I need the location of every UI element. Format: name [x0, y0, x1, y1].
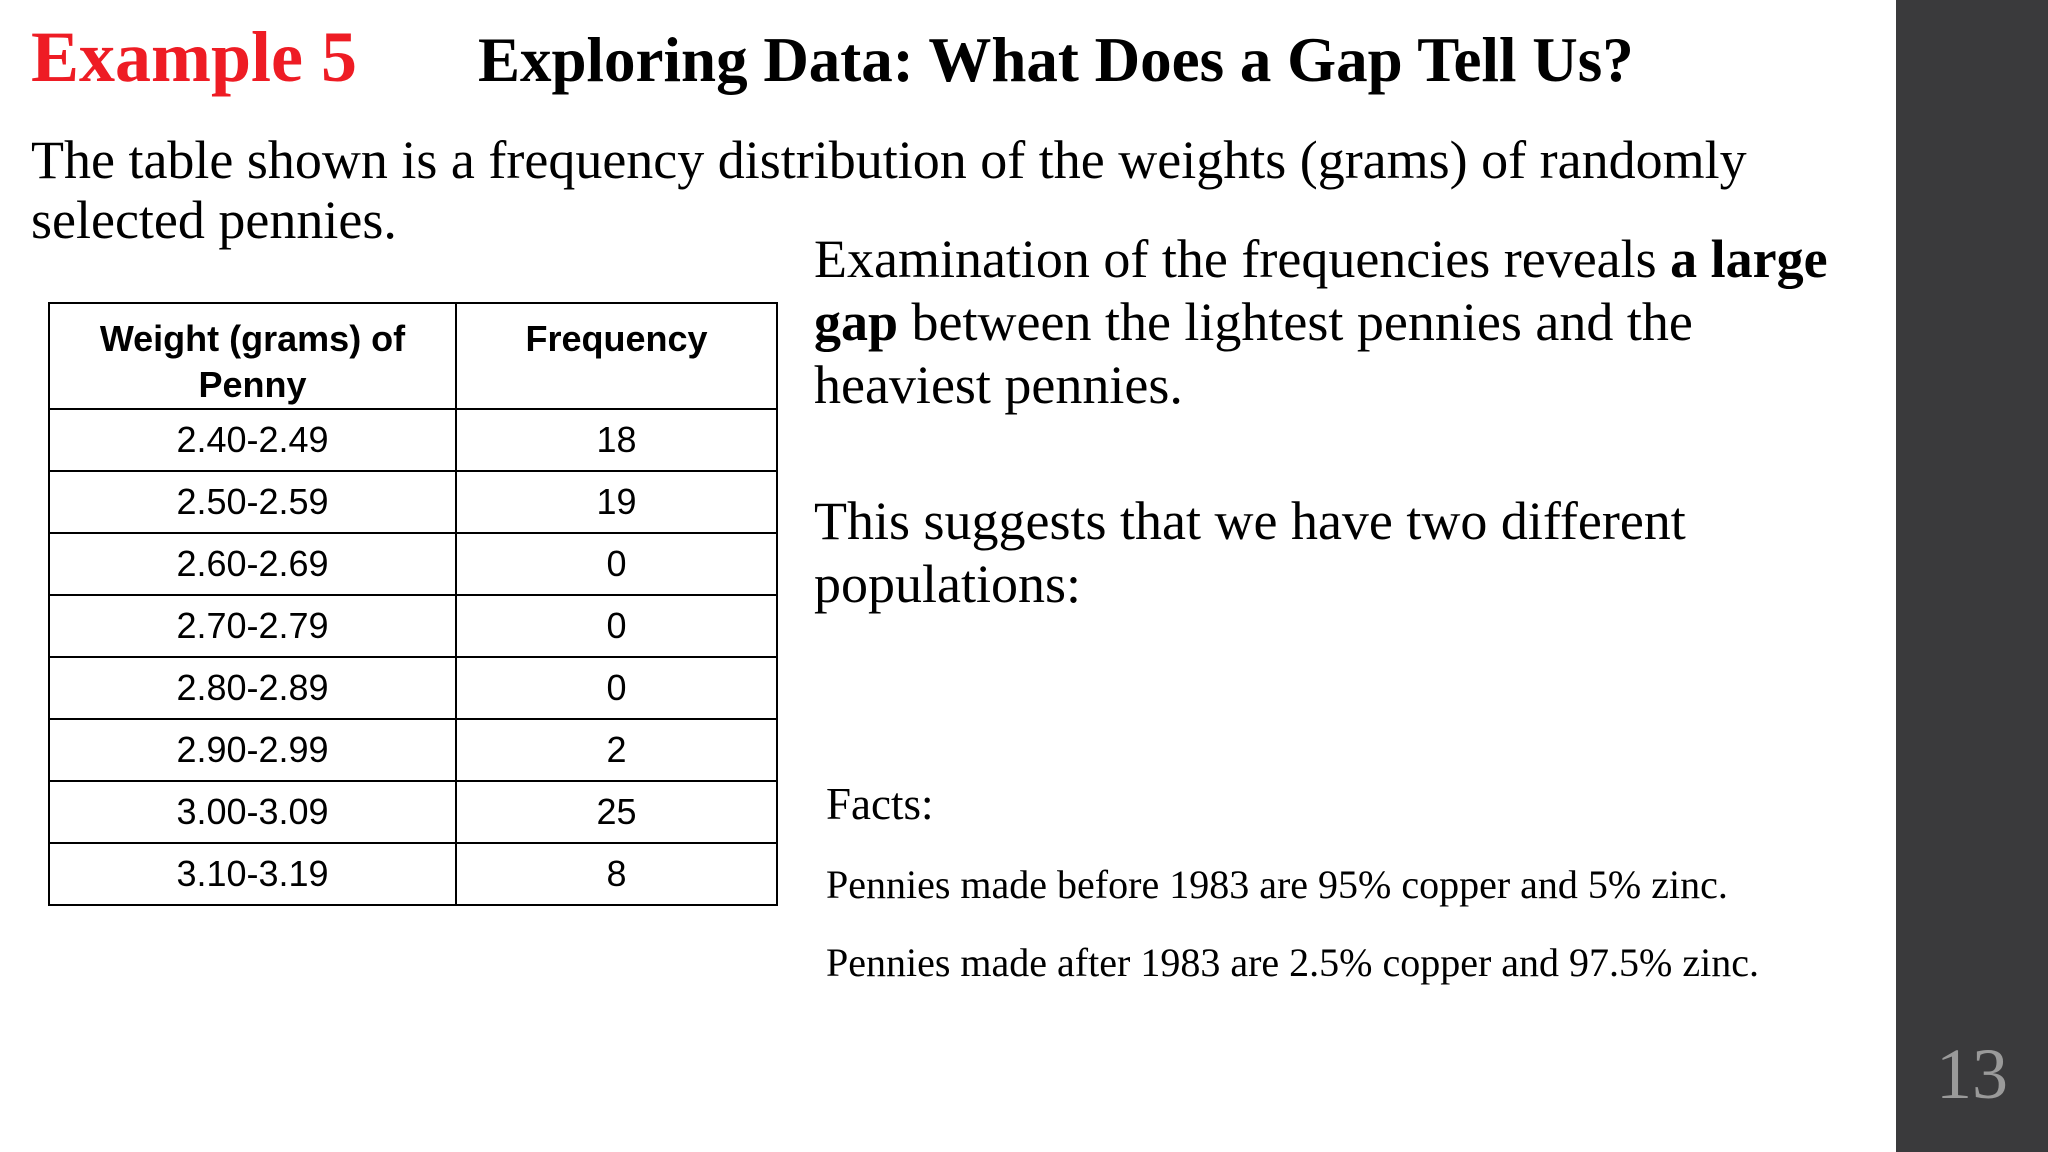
header-frequency: Frequency — [456, 303, 777, 409]
table-row — [49, 843, 777, 905]
frequency-cell: 0 — [456, 533, 777, 595]
examination-text-end: between the lightest pennies and the heaviest pennies. — [814, 292, 1693, 415]
weight-cell: 2.80-2.89 — [49, 657, 456, 719]
table-row — [49, 719, 777, 781]
slide-title: Exploring Data: What Does a Gap Tell Us? — [478, 25, 1634, 95]
weight-cell: 2.40-2.49 — [49, 409, 456, 471]
examination-text-emphasis: a large gap — [814, 229, 1828, 352]
table-row — [49, 409, 777, 471]
weight-cell: 3.00-3.09 — [49, 781, 456, 843]
example-label: Example 5 — [31, 17, 358, 97]
table-row — [49, 533, 777, 595]
weight-cell: 2.90-2.99 — [49, 719, 456, 781]
table-row — [49, 595, 777, 657]
suggests-text: This suggests that we have two different populations: — [814, 491, 1686, 614]
weight-cell: 3.10-3.19 — [49, 843, 456, 905]
frequency-table — [48, 302, 778, 906]
table-row — [49, 657, 777, 719]
examination-text — [814, 228, 1874, 417]
header-weight: Weight (grams) of Penny — [49, 303, 456, 409]
table-header-row — [49, 303, 777, 409]
table-row — [49, 471, 777, 533]
frequency-cell: 8 — [456, 843, 777, 905]
frequency-cell: 25 — [456, 781, 777, 843]
intro-text: The table shown is a frequency distribution of the weights (grams) of randomly selected pennies. — [31, 130, 1747, 250]
frequency-cell: 19 — [456, 471, 777, 533]
table-row — [49, 781, 777, 843]
examination-text-start: Examination of the frequencies reveals — [814, 229, 1671, 289]
frequency-cell: 2 — [456, 719, 777, 781]
slide-number: 13 — [1936, 1034, 2008, 1114]
facts-heading: Facts: — [826, 779, 934, 829]
weight-cell: 2.70-2.79 — [49, 595, 456, 657]
fact-item: Pennies made after 1983 are 2.5% copper and 97.5% zinc. — [826, 940, 1759, 985]
frequency-cell: 0 — [456, 595, 777, 657]
frequency-cell: 0 — [456, 657, 777, 719]
weight-cell: 2.60-2.69 — [49, 533, 456, 595]
fact-item: Pennies made before 1983 are 95% copper and 5% zinc. — [826, 862, 1728, 907]
weight-cell: 2.50-2.59 — [49, 471, 456, 533]
frequency-cell: 18 — [456, 409, 777, 471]
side-bar — [1896, 0, 2048, 1152]
